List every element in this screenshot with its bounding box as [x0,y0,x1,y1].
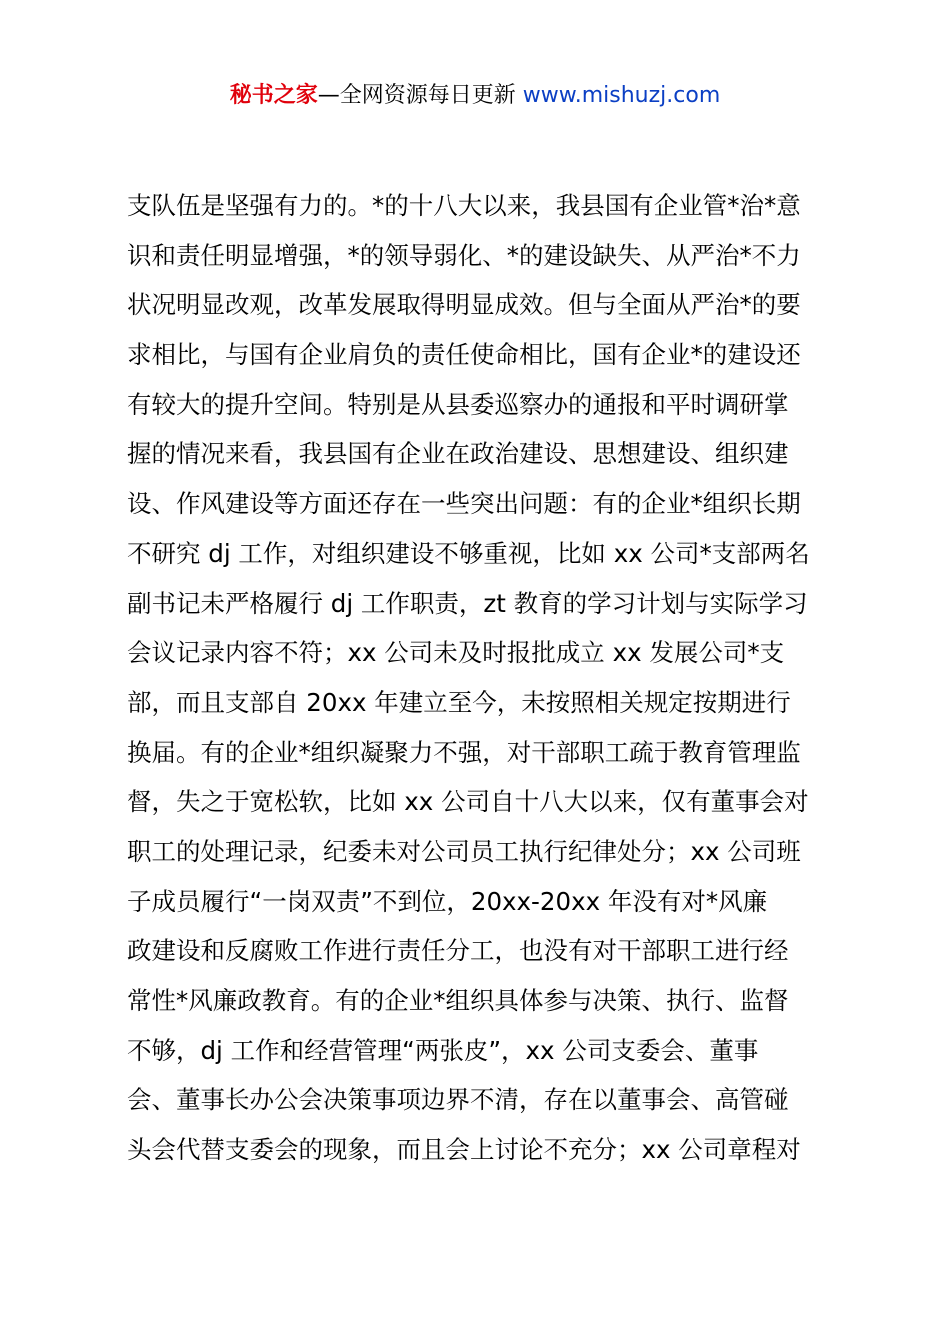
text-line: 职工的处理记录，纪委未对公司员工执行纪律处分；xx 公司班 [127,836,801,866]
text-line: 换届。有的企业*组织凝聚力不强，对干部职工疏于教育管理监 [127,737,801,767]
text-line: 会、董事长办公会决策事项边界不清，存在以董事会、高管碰 [127,1085,789,1115]
page-header [0,80,950,112]
text-line: 设、作风建设等方面还存在一些突出问题：有的企业*组织长期 [127,489,801,519]
document-body [127,181,837,1175]
text-line: 不够，dj 工作和经营管理“两张皮”，xx 公司支委会、董事 [127,1035,759,1065]
header-tagline: —全网资源每日更新 [317,83,523,108]
text-line: 识和责任明显增强，*的领导弱化、*的建设缺失、从严治*不力 [127,240,801,270]
text-line: 子成员履行“一岗双责”不到位，20xx-20xx 年没有对*风廉 [127,886,768,916]
text-line: 常性*风廉政教育。有的企业*组织具体参与决策、执行、监督 [127,986,789,1015]
text-line: 副书记未严格履行 dj 工作职责，zt 教育的学习计划与实际学习 [127,588,808,618]
text-line: 部，而且支部自 20xx 年建立至今，未按照相关规定按期进行 [127,687,791,717]
text-line: 头会代替支委会的现象，而且会上讨论不充分；xx 公司章程对 [127,1135,801,1165]
text-line: 政建设和反腐败工作进行责任分工，也没有对干部职工进行经 [127,936,789,966]
text-line: 求相比，与国有企业肩负的责任使命相比，国有企业*的建设还 [127,340,801,370]
text-line: 会议记录内容不符；xx 公司未及时报批成立 xx 发展公司*支 [127,638,785,668]
text-line: 督，失之于宽松软，比如 xx 公司自十八大以来，仅有董事会对 [127,787,809,817]
text-line: 不研究 dj 工作，对组织建设不够重视，比如 xx 公司*支部两名 [127,538,810,568]
header-url-link[interactable]: www.mishuzj.com [522,83,721,108]
text-line: 有较大的提升空间。特别是从县委巡察办的通报和平时调研掌 [127,389,789,419]
brand-name: 秘书之家 [229,83,318,108]
text-line: 握的情况来看，我县国有企业在政治建设、思想建设、组织建 [127,439,789,469]
text-line: 状况明显改观，改革发展取得明显成效。但与全面从严治*的要 [127,290,801,320]
text-line: 支队伍是坚强有力的。*的十八大以来，我县国有企业管*治*意 [127,191,801,220]
